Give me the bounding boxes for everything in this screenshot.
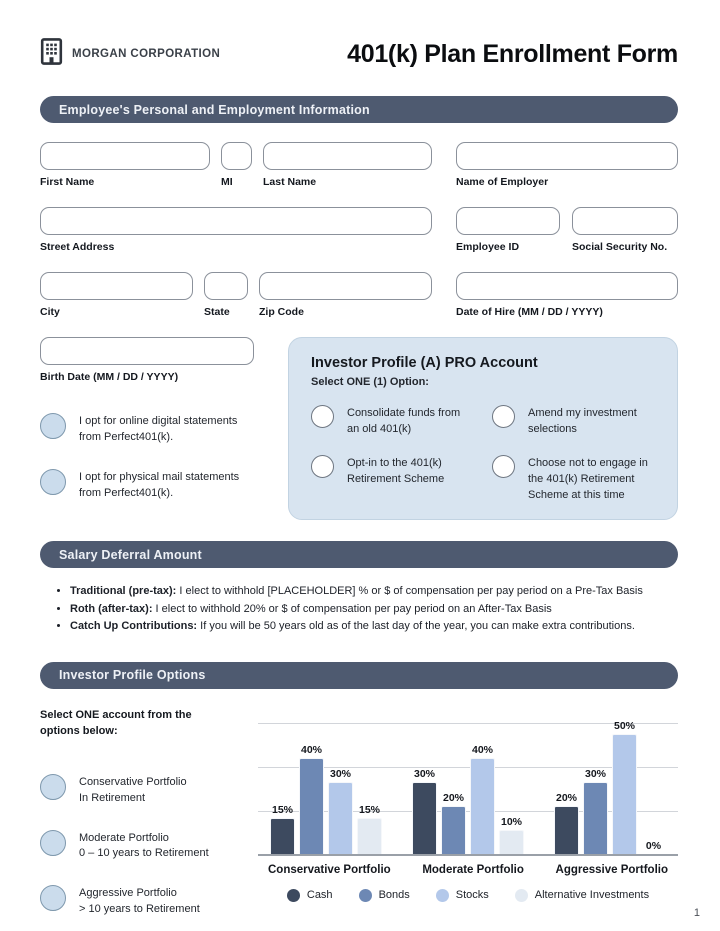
bar-column [581, 768, 610, 854]
state-input[interactable] [204, 272, 248, 300]
bar [441, 806, 466, 854]
legend-label: Cash [306, 889, 333, 902]
bar [357, 818, 382, 854]
radio-aggressive[interactable] [40, 885, 66, 911]
bar-column [410, 768, 439, 854]
chart-bar-groups [258, 719, 678, 854]
salary-deferral-bullets [70, 583, 678, 636]
statement-option-mail[interactable] [40, 469, 288, 502]
bar-column [297, 744, 326, 854]
bar-value-label: 15% [271, 803, 293, 816]
mi-label: MI [221, 176, 233, 188]
legend-item [287, 889, 333, 902]
ssn-label: Social Security No. [572, 241, 668, 253]
hire-date-input[interactable] [456, 272, 678, 300]
street-address-input[interactable] [40, 207, 432, 235]
employee-id-input[interactable] [456, 207, 560, 235]
investor-profile-pro-box [288, 337, 678, 520]
legend-item [436, 889, 489, 902]
section-header-investor-options: Investor Profile Options [40, 662, 678, 689]
bar-value-label: 30% [584, 767, 606, 780]
legend-label: Bonds [378, 889, 410, 902]
pro-option-label: Opt-in to the 401(k) Retirement Scheme [347, 456, 445, 485]
section-header-personal-info: Employee's Personal and Employment Information [40, 96, 678, 123]
chart-category-label: Aggressive Portfolio [555, 863, 668, 876]
radio-mail-statements[interactable] [40, 469, 66, 495]
legend-color-dot [359, 889, 372, 902]
bar [270, 818, 295, 854]
first-name-label: First Name [40, 176, 95, 188]
portfolio-option-label: Aggressive Portfolio > 10 years to Retirement [79, 887, 200, 916]
bar [470, 758, 495, 854]
bar-value-label: 40% [300, 743, 322, 756]
investor-options-section [40, 706, 678, 919]
bar-column [468, 744, 497, 854]
bar-value-label: 20% [555, 791, 577, 804]
portfolio-option-label: Conservative Portfolio In Retirement [79, 775, 187, 804]
bar-value-label: 10% [500, 815, 522, 828]
statement-option-label: I opt for online digital statements from Perfect401(k). [79, 415, 238, 443]
mi-input[interactable] [221, 142, 252, 170]
bar-column [326, 768, 355, 854]
legend-color-dot [436, 889, 449, 902]
portfolio-option-aggressive[interactable] [40, 885, 258, 918]
pro-option-opt-in[interactable] [311, 455, 474, 504]
legend-color-dot [515, 889, 528, 902]
pro-option-decline[interactable] [492, 455, 655, 504]
legend-label: Alternative Investments [534, 889, 650, 902]
bar [412, 782, 437, 854]
employer-input[interactable] [456, 142, 678, 170]
form-row-birth-pro [40, 337, 678, 520]
bar [499, 830, 524, 854]
bullet-traditional: • Traditional (pre-tax): I elect to withhold [PLACEHOLDER] % or $ of compensation per pay period on a Pre-Tax Basis [70, 583, 678, 601]
city-label: City [40, 306, 60, 318]
bar-value-label: 30% [413, 767, 435, 780]
page-number: 1 [693, 907, 700, 919]
radio-consolidate[interactable] [311, 405, 334, 428]
form-row-address [40, 207, 678, 253]
radio-moderate[interactable] [40, 830, 66, 856]
select-account-note: Select ONE account from the options below: [40, 708, 192, 737]
bar-column [639, 840, 668, 854]
radio-opt-in[interactable] [311, 455, 334, 478]
bar [299, 758, 324, 854]
form-row-city [40, 272, 678, 318]
first-name-input[interactable] [40, 142, 210, 170]
bar-value-label: 40% [471, 743, 493, 756]
chart-group [552, 719, 668, 854]
radio-digital-statements[interactable] [40, 413, 66, 439]
legend-item [515, 889, 649, 902]
bar [612, 734, 637, 854]
statement-options [40, 413, 288, 502]
chart-category-label: Moderate Portfolio [422, 863, 524, 876]
last-name-label: Last Name [263, 176, 317, 188]
portfolio-options [40, 774, 258, 919]
building-icon [40, 38, 63, 70]
bar-value-label: 0% [645, 839, 662, 852]
chart-group [410, 724, 526, 854]
pro-option-label: Amend my investment selections [528, 407, 637, 435]
company-name: MORGAN CORPORATION [72, 48, 221, 60]
chart-x-axis [258, 854, 678, 856]
pro-box-options [311, 405, 655, 504]
zip-code-label: Zip Code [259, 306, 304, 318]
section-header-salary-deferral: Salary Deferral Amount [40, 541, 678, 568]
portfolio-allocation-chart [258, 706, 678, 919]
bar-column [610, 720, 639, 854]
bar-value-label: 15% [358, 803, 380, 816]
state-label: State [204, 306, 230, 318]
pro-box-subtitle: Select ONE (1) Option: [311, 376, 429, 388]
legend-label: Stocks [455, 889, 489, 902]
bar-value-label: 30% [329, 767, 351, 780]
birth-date-input[interactable] [40, 337, 254, 365]
street-address-label: Street Address [40, 241, 115, 253]
pro-option-label: Choose not to engage in the 401(k) Retirement Scheme at this time [528, 456, 648, 501]
employer-label: Name of Employer [456, 176, 549, 188]
bar [328, 782, 353, 854]
portfolio-option-label: Moderate Portfolio 0 – 10 years to Retirement [79, 831, 209, 860]
legend-item [359, 889, 410, 902]
bar-column [552, 792, 581, 854]
bar-column [355, 804, 384, 854]
statement-option-label: I opt for physical mail statements from Perfect401(k). [79, 470, 240, 499]
chart-category-label: Conservative Portfolio [268, 863, 391, 876]
company-logo [40, 38, 220, 70]
portfolio-option-moderate[interactable] [40, 830, 258, 863]
employee-id-label: Employee ID [456, 241, 520, 253]
page-title: 401(k) Plan Enrollment Form [347, 39, 678, 68]
header [40, 38, 678, 70]
radio-conservative[interactable] [40, 774, 66, 800]
bar-column [439, 792, 468, 854]
bar [554, 806, 579, 854]
form-row-name [40, 142, 678, 188]
last-name-input[interactable] [263, 142, 432, 170]
bullet-catch-up: • Catch Up Contributions: If you will be 50 years old as of the last day of the year, you can make extra contributions. [70, 618, 678, 636]
pro-option-label: Consolidate funds from an old 401(k) [347, 407, 461, 435]
radio-decline[interactable] [492, 455, 515, 478]
city-input[interactable] [40, 272, 193, 300]
bullet-roth: • Roth (after-tax): I elect to withhold 20% or $ of compensation per pay period on an After-Tax Basis [70, 601, 678, 619]
chart-group [268, 724, 384, 854]
bar-column [268, 804, 297, 854]
bar-value-label: 50% [613, 719, 635, 732]
zip-code-input[interactable] [259, 272, 432, 300]
bar-value-label: 20% [442, 791, 464, 804]
bar-column [497, 816, 526, 854]
pro-option-consolidate[interactable] [311, 405, 474, 438]
statement-option-digital[interactable] [40, 413, 288, 446]
chart-plot-area [258, 719, 678, 856]
pro-box-title: Investor Profile (A) PRO Account [311, 355, 538, 371]
chart-category-labels [258, 864, 678, 876]
birth-date-label: Birth Date (MM / DD / YYYY) [40, 371, 179, 383]
ssn-input[interactable] [572, 207, 678, 235]
hire-date-label: Date of Hire (MM / DD / YYYY) [456, 306, 603, 318]
legend-color-dot [287, 889, 300, 902]
radio-amend[interactable] [492, 405, 515, 428]
pro-option-amend[interactable] [492, 405, 655, 438]
bar [583, 782, 608, 854]
chart-legend [258, 889, 678, 902]
portfolio-option-conservative[interactable] [40, 774, 258, 807]
